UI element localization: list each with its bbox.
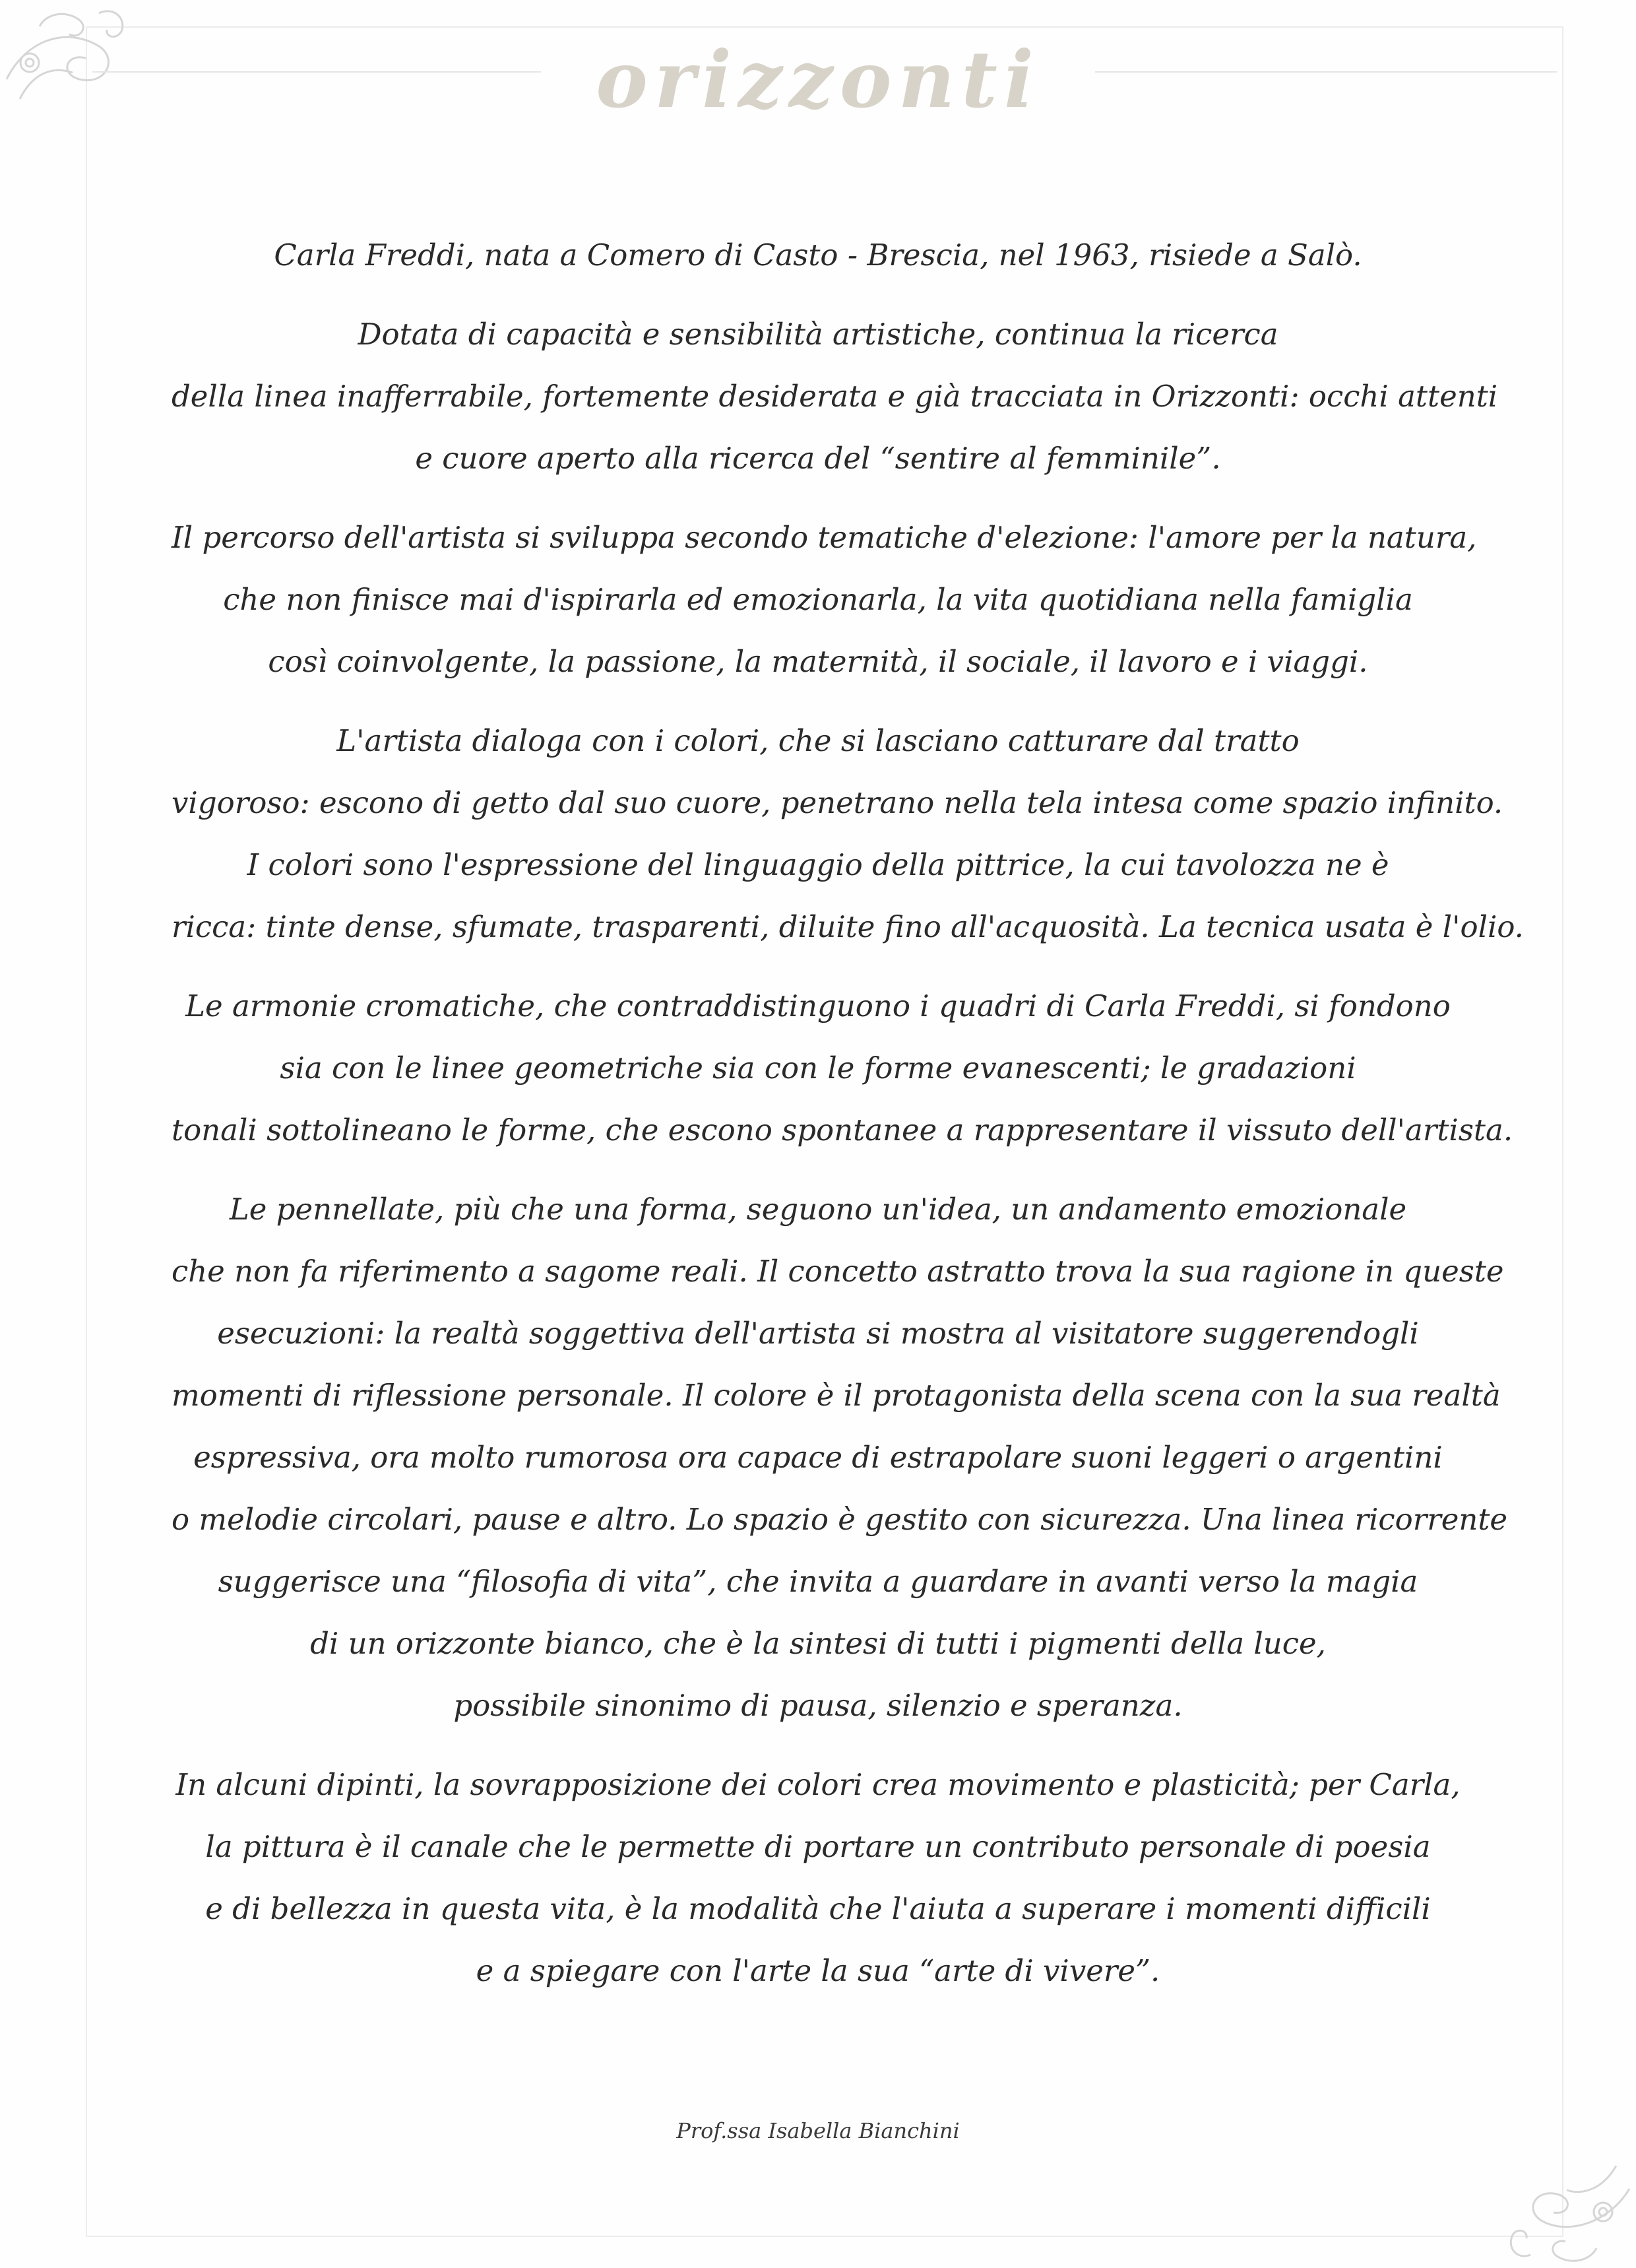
author-signature: Prof.ssa Isabella Bianchini [676,2118,960,2143]
text-line: I colori sono l'espressione del linguaggio della pittrice, la cui tavolozza ne è [247,847,1389,882]
paragraph [172,304,1498,490]
text-line: così coinvolgente, la passione, la maternità, il sociale, il lavoro e i viaggi. [268,644,1368,679]
paragraph [172,224,1464,286]
text-line: momenti di riflessione personale. Il colore è il protagonista della scena con la sua realtà [172,1378,1501,1413]
text-line: che non fa riferimento a sagome reali. Il concetto astratto trova la sua ragione in queste [172,1254,1504,1289]
text-line: vigoroso: escono di getto dal suo cuore, penetrano nella tela intesa come spazio infinito. [172,785,1503,820]
text-line: suggerisce una “filosofia di vita”, che invita a guardare in avanti verso la magia [218,1564,1418,1599]
text-line: tonali sottolineano le forme, che escono spontanee a rappresentare il vissuto dell'artista. [172,1113,1513,1148]
text-line: e a spiegare con l'arte la sua “arte di vivere”. [476,1953,1160,1988]
page-title: orizzonti [596,34,1040,125]
text-line: esecuzioni: la realtà soggettiva dell'artista si mostra al visitatore suggerendogli [217,1316,1419,1351]
paragraph [172,710,1524,958]
text-line: Dotata di capacità e sensibilità artistiche, continua la ricerca [358,317,1278,352]
text-line: ricca: tinte dense, sfumate, trasparenti, diluite fino all'acquosità. La tecnica usata è l'olio. [172,909,1524,944]
text-line: o melodie circolari, pause e altro. Lo spazio è gestito con sicurezza. Una linea ricorrente [172,1502,1508,1537]
paragraph [172,975,1513,1161]
body-text [172,224,1524,2019]
text-line: Il percorso dell'artista si sviluppa secondo tematiche d'elezione: l'amore per la natura, [172,520,1477,555]
text-line: espressiva, ora molto rumorosa ora capace di estrapolare suoni leggeri o argentini [193,1440,1443,1475]
text-line: Le pennellate, più che una forma, seguono un'idea, un andamento emozionale [229,1192,1407,1227]
text-line: possibile sinonimo di pausa, silenzio e speranza. [453,1688,1183,1723]
text-line: In alcuni dipinti, la sovrapposizione dei colori crea movimento e plasticità; per Carla, [175,1767,1461,1802]
text-line: la pittura è il canale che le permette di portare un contributo personale di poesia [205,1829,1431,1864]
paragraph [172,507,1477,693]
text-line: di un orizzonte bianco, che è la sintesi di tutti i pigmenti della luce, [310,1626,1326,1661]
paragraph [172,1754,1464,2002]
floral-ornament-icon [1504,2149,1636,2268]
paragraph [172,1179,1508,1737]
text-line: e di bellezza in questa vita, è la modalità che l'aiuta a superare i momenti difficili [205,1891,1431,1926]
text-line: sia con le linee geometriche sia con le forme evanescenti; le gradazioni [280,1051,1356,1085]
text-line: della linea inafferrabile, fortemente desiderata e già tracciata in Orizzonti: occhi attenti [172,379,1498,414]
text-line: L'artista dialoga con i colori, che si lasciano catturare dal tratto [336,723,1300,758]
text-line: e cuore aperto alla ricerca del “sentire al femminile”. [415,441,1221,476]
text-line: Le armonie cromatiche, che contraddistinguono i quadri di Carla Freddi, si fondono [185,988,1451,1023]
text-line: che non finisce mai d'ispirarla ed emozionarla, la vita quotidiana nella famiglia [223,582,1413,617]
text-line: Carla Freddi, nata a Comero di Casto - Brescia, nel 1963, risiede a Salò. [274,238,1362,273]
